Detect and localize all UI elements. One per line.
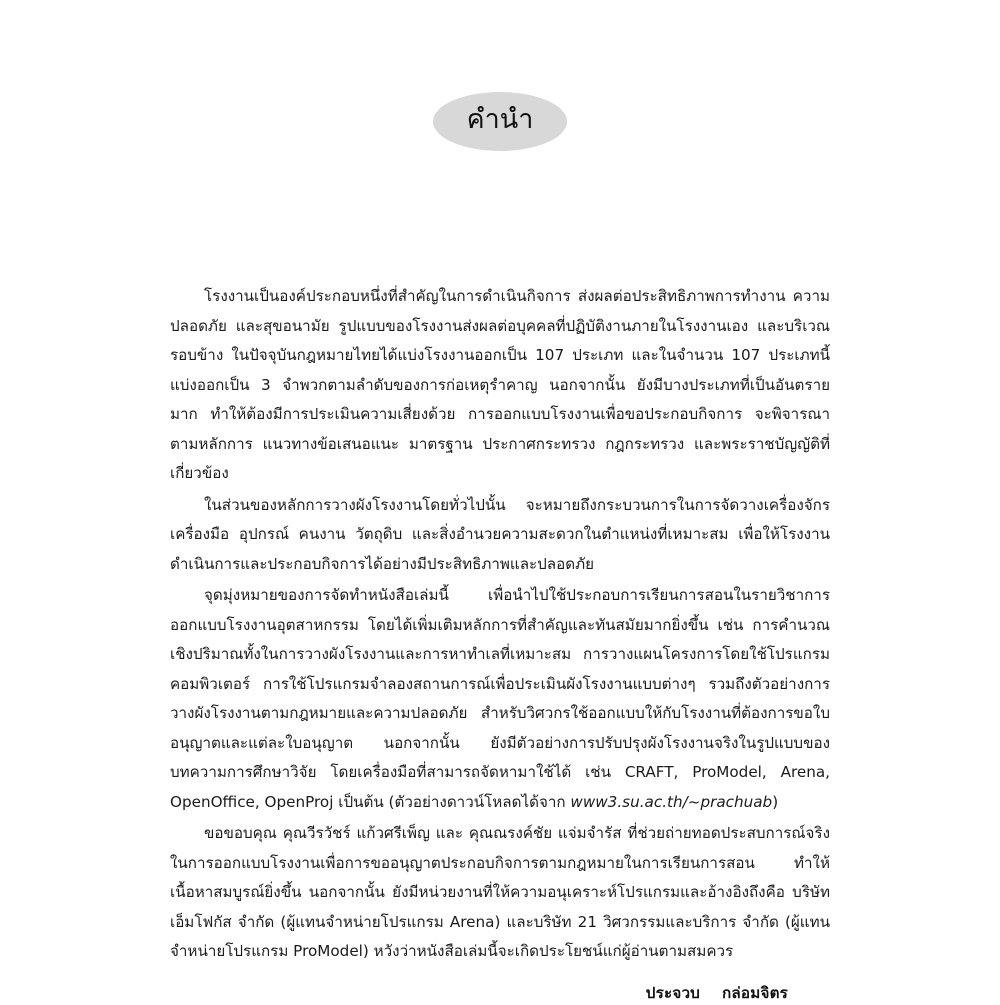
paragraph-text: ขอขอบคุณ คุณวีรวัชร์ แก้วศรีเพ็ญ และ คุณณรงค์ชัย แจ่มจำรัส ที่ช่วยถ่ายทอดประสบการณ์จริง ในการออกแบบโรงงานเพื่อการขออนุญาตประกอบกิจการตามกฎหมายในการเรียนการสอน ทำให้เนื้อหาสมบูรณ์ยิ่งขึ้น นอกจากนั้น ยังมีหน่วยงานที่ให้ความอนุเคราะห์โปรแกรมและอ้างอิงถึงคือ บริษัท เอ็มโฟกัส จำกัด (ผู้แทนจำหน่ายโปรแกรม Arena) และบริษัท 21 วิศวกรรมและบริการ จำกัด (ผู้แทนจำหน่ายโปรแกรม ProModel) หวังว่าหนังสือเล่มนี้จะเกิดประโยชน์แก่ผู้อ่านตามสมควร [170,824,830,960]
paragraph-text: จุดมุ่งหมายของการจัดทำหนังสือเล่มนี้ เพื่อนำไปใช้ประกอบการเรียนการสอนในรายวิชาการออกแบบโรงงานอุตสาหกรรม โดยได้เพิ่มเติมหลักการที่สำคัญและทันสมัยมากยิ่งขึ้น เช่น การคำนวณเชิงปริมาณทั้งในการวางผังโรงงานและการหาทำเลที่เหมาะสม การวางแผนโครงการโดยใช้โปรแกรมคอมพิวเตอร์ การใช้โปรแกรมจำลองสถานการณ์เพื่อประเมินผังโรงงานแบบต่างๆ รวมถึงตัวอย่างการวางผังโรงงานตามกฎหมายและความปลอดภัย สำหรับวิศวกรใช้ออกแบบให้กับโรงงานที่ต้องการขอใบอนุญาตและแต่ละใบอนุญาต นอกจากนั้น ยังมีตัวอย่างการปรับปรุงผังโรงงานจริงในรูปแบบของบทความการศึกษาวิจัย โดยเครื่องมือที่สามารถจัดหามาใช้ได้ เช่น CRAFT, ProModel, Arena, OpenOffice, OpenProj เป็นต้น (ตัวอย่างดาวน์โหลดได้จาก [170,586,830,811]
document-body [170,282,830,1005]
signature-last-name: กล่อมจิตร [722,983,788,1002]
signature-first-name: ประจวบ [645,983,701,1002]
author-signature [170,981,830,1005]
paragraph-text: ในส่วนของหลักการวางผังโรงงานโดยทั่วไปนั้น จะหมายถึงกระบวนการในการจัดวางเครื่องจักร เครื่องมือ อุปกรณ์ คนงาน วัตถุดิบ และสิ่งอำนวยความสะดวกในตำแหน่งที่เหมาะสม เพื่อให้โรงงานดำเนินการและประกอบกิจการได้อย่างมีประสิทธิภาพและปลอดภัย [170,495,830,573]
paragraph-2 [170,491,830,580]
paragraph-text: โรงงานเป็นองค์ประกอบหนึ่งที่สำคัญในการดำเนินกิจการ ส่งผลต่อประสิทธิภาพการทำงาน ความปลอดภัย และสุขอนามัย รูปแบบของโรงงานส่งผลต่อบุคคลที่ปฏิบัติงานภายในโรงงานเอง และบริเวณรอบข้าง ในปัจจุบันกฎหมายไทยได้แบ่งโรงงานออกเป็น 107 ประเภท และในจำนวน 107 ประเภทนี้ แบ่งออกเป็น 3 จำพวกตามลำดับของการก่อเหตุรำคาญ นอกจากนั้น ยังมีบางประเภทที่เป็นอันตรายมาก ทำให้ต้องมีการประเมินความเสี่ยงด้วย การออกแบบโรงงานเพื่อขอประกอบกิจการ จะพิจารณาตามหลักการ แนวทางข้อเสนอแนะ มาตรฐาน ประกาศกระทรวง กฎกระทรวง และพระราชบัญญัติที่เกี่ยวข้อง [170,287,830,482]
page-title: คำนำ [433,92,568,151]
page-title-area [0,92,1000,151]
paragraph-4 [170,819,830,967]
url-suffix: ) [772,792,779,811]
paragraph-3 [170,581,830,817]
paragraph-1 [170,282,830,489]
download-url: www3.su.ac.th/~prachuab [570,792,773,811]
